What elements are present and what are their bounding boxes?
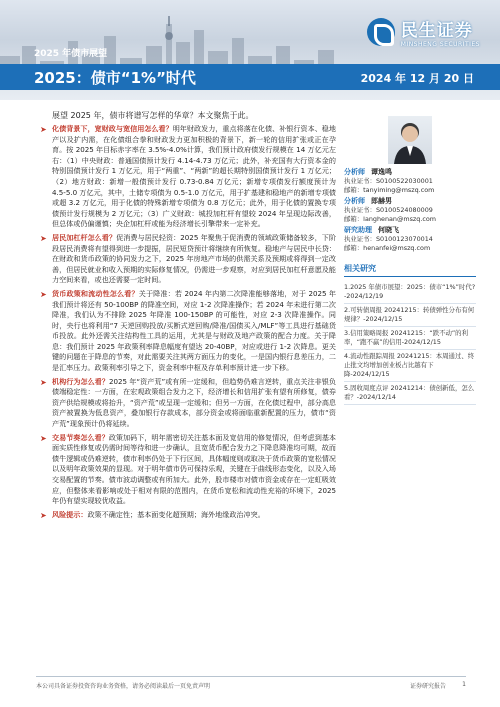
paragraph <box>36 289 336 374</box>
footer-doc-type: 证券研究报告 <box>409 683 446 690</box>
report-series: 2025 年债市展望 <box>34 49 108 59</box>
mail-label: 邮箱： <box>344 244 364 252</box>
report-title: 2025：债市“1%”时代 <box>34 69 196 87</box>
title-bar <box>0 64 500 90</box>
mail-label: 邮箱： <box>344 186 364 194</box>
red-arrow-icon: ➤ <box>40 510 47 520</box>
main-column <box>36 124 336 523</box>
analyst-card <box>344 168 476 195</box>
paragraph-lead: 交易节奏怎么看？ <box>52 432 109 442</box>
red-arrow-icon: ➤ <box>40 433 47 443</box>
analyst-name: 郎赫男 <box>371 197 392 205</box>
analyst-email[interactable]: langhenan@mszq.com <box>363 215 437 223</box>
paragraph-text: 政策加码下，明年需密切关注基本面及宽信用的修复情况，但考虑到基本面实质性修复或仍需时间等待和进一步确认，且宽货币配合发力之下降息降准均可期，故而债牛逻辑或仍难逆转，债市利率仍处于下行区间，具体幅度则或取决于货币政策的宽松情况以及明年政策效果的显现。对于明年债市仍可保持乐观，关键在于曲线形态变化，以及入场交易配置的节奏。债市波动调整或有所加大。此外，股市楼市对债市资金或存在一定虹吸效应，但整体来看影响或处于相对有限的范围内，在货币宽松和流动性充裕的环境下，2025 年仍有望实现较优收益。 <box>52 432 337 506</box>
report-date: 2024 年 12 月 20 日 <box>360 72 474 85</box>
paragraph <box>36 124 336 230</box>
paragraph-lead: 货币政策和流动性怎么看？ <box>52 288 139 298</box>
analyst-email[interactable]: henanfei@mszq.com <box>363 244 431 252</box>
cert-label: 执业证书： <box>344 235 376 243</box>
red-arrow-icon: ➤ <box>40 289 47 299</box>
cert-number: S0100123070014 <box>375 235 433 243</box>
paragraph-text: 关于降准：若 2024 年内第二次降准能够落地，对于 2025 年我们预计将还有 50-100BP 的降准空间，对应 1-2 次降准操作；若 2024 年未进行第二次降准，我们认为不排除 2025 年降准 100-150BP 的可能性，对应 2-3 次降准操作。同时，央行也将利用“7 天逆回购投放/买断式逆回购/降准/国债买入/MLF”等工具进行基础货币投放。此外还需关注结构性工具的运用，尤其是与财政及地产政策的配合力度。关于降息：我们预计 2025 年政策利率降息幅度有望达 20-40BP，对应或进行 1-2 次降息。更关键的问题在于降息的节奏，对此需要关注其两方面压力的变化，一是国内银行息差压力，二是汇率压力。政策利率引导之下，资金利率中枢及存单利率预计进一步下移。 <box>52 288 336 373</box>
related-research-link[interactable]: 5.固收周度点评 20241214：债创新低，怎么看？-2024/12/14 <box>344 382 476 405</box>
footer-disclaimer: 本公司具备证券投资咨询业务资格，请务必阅读最后一页免责声明 <box>36 683 211 690</box>
paragraph-text: 促消费与居民轻资：2025 年聚焦于促消费的领域政策储备较多，下阶段居民消费将有望得到进一步提振，居民短贷预计将继续有所恢复。稳地产与居民中长贷：在财政和货币政策的协同发力之下，2025 年房地产市场的供需关系及预期或将得到一定改善，但居民就业和收入预期的实际修复情况，仍需进一步观察，对应到居民加杠杆意愿及能力空间来看，或也还需要一定时间。 <box>52 232 336 285</box>
analyst-role: 分析师 <box>344 168 365 176</box>
related-research-link[interactable]: 2.可转债周报 20241215：转债弹性分布有何规律？-2024/12/15 <box>344 304 476 327</box>
paragraph-lead: 居民加杠杆怎么看？ <box>52 232 117 242</box>
logo-name-cn: 民生证券 <box>400 21 473 41</box>
analyst-card <box>344 197 476 224</box>
red-arrow-icon: ➤ <box>40 377 47 387</box>
cert-label: 执业证书： <box>344 206 376 214</box>
paragraph-text: 政策不确定性；基本面变化超预期；海外地缘政治冲突。 <box>87 509 265 519</box>
page-number: 1 <box>462 681 466 688</box>
analyst-role: 研究助理 <box>344 226 372 234</box>
cert-label: 执业证书： <box>344 177 376 185</box>
paragraph-lead: 机构行为怎么看？ <box>52 376 109 386</box>
red-arrow-icon: ➤ <box>40 233 47 243</box>
report-header <box>0 0 500 100</box>
logo-name-en: MINSHENG SECURITIES <box>400 41 480 48</box>
paragraph-text: 2025 年“资产荒”或有所一定缓和，但趋势仍难言逆转，重点关注非银负债端稳定性：一方面，在宏观政策组合发力之下，经济增长和信用扩张有望有所修复，债券资产供给规模或将抬升，“资产荒”或呈现一定缓和；但另一方面，在化债过程中，部分高息资产被置换为低息资产，叠加银行存款成本，部分资金或将面临重新配置的压力，债市“资产荒”现象预计仍将延续。 <box>52 376 337 429</box>
related-research-link[interactable]: 3.信用策略周报 20241215：“跌不动”的利率，“跑不赢”的信用-2024/12/15 <box>344 327 476 350</box>
mail-label: 邮箱： <box>344 215 364 223</box>
paragraph <box>36 433 336 507</box>
logo-icon <box>367 18 395 46</box>
related-research-link[interactable]: 1.2025 年债市展望：2025：债市“1%”时代? -2024/12/19 <box>344 281 476 304</box>
related-research-title: 相关研究 <box>344 263 476 277</box>
paragraph-lead: 风险提示： <box>52 509 88 519</box>
intro-text: 展望 2025 年，债市将谱写怎样的华章？本文聚焦于此。 <box>52 111 254 120</box>
related-research-link[interactable]: 4.流动性跟踪周报 20241215：本周通过、终止批文均增加创业板占比越有下降-2024/12/15 <box>344 350 476 382</box>
red-arrow-icon: ➤ <box>40 125 47 134</box>
analyst-photo <box>388 116 432 164</box>
paragraph-lead: 化债背景下，宽财政与宽信用怎么看？ <box>52 124 173 133</box>
sidebar <box>344 116 476 405</box>
paragraph <box>36 510 336 521</box>
paragraph <box>36 377 336 430</box>
analyst-name: 何晓飞 <box>378 226 399 234</box>
paragraph <box>36 233 336 286</box>
paragraph-text: 明年财政发力，重点将落在化债、补银行资本、稳地产以及扩内需，在化债组合拳和财政发力更加积极的背景下，新一轮的信用扩张或正在孕育。按 2025 年目标赤字率在 3.5%-4.0%计算，我们预计政府债发行规模在 14 万亿元左右：（1）中央财政：普通国债预计发行 4.14-4.73 万亿元；此外，补充国有大行资本金的特别国债预计发行 1 万亿元，用于“两重”、“两新”的超长期特别国债预计发行 1 万亿元；（2）地方财政：新增一般债预计发行 0.73-0.84 万亿元；新增专项债发行额度预计为 4.5-5.0 万亿元，其中，土储专项债为 0.5-1.0 万亿元，用于扩基建和稳地产的新增专项债或超 3.2 万亿元，用于化债的特殊新增专项债为 0.8 万亿元；此外，用于化债的置换专项债预计发行规模为 2 万亿元；（3）广义财政：城投加杠杆有望较 2024 年呈现边际改善，但总体或仍偏谨慎；央企加杠杆或能为经济增长引擎带来一定补充。 <box>52 124 337 229</box>
analyst-role: 分析师 <box>344 197 365 205</box>
cert-number: S0100522030001 <box>375 177 433 185</box>
page-footer <box>36 676 466 690</box>
cert-number: S0100524080009 <box>375 206 433 214</box>
analyst-email[interactable]: tanyiming@mszq.com <box>363 186 435 194</box>
analyst-card <box>344 226 476 253</box>
analyst-name: 谭逸鸣 <box>371 168 392 176</box>
company-logo <box>367 16 480 48</box>
